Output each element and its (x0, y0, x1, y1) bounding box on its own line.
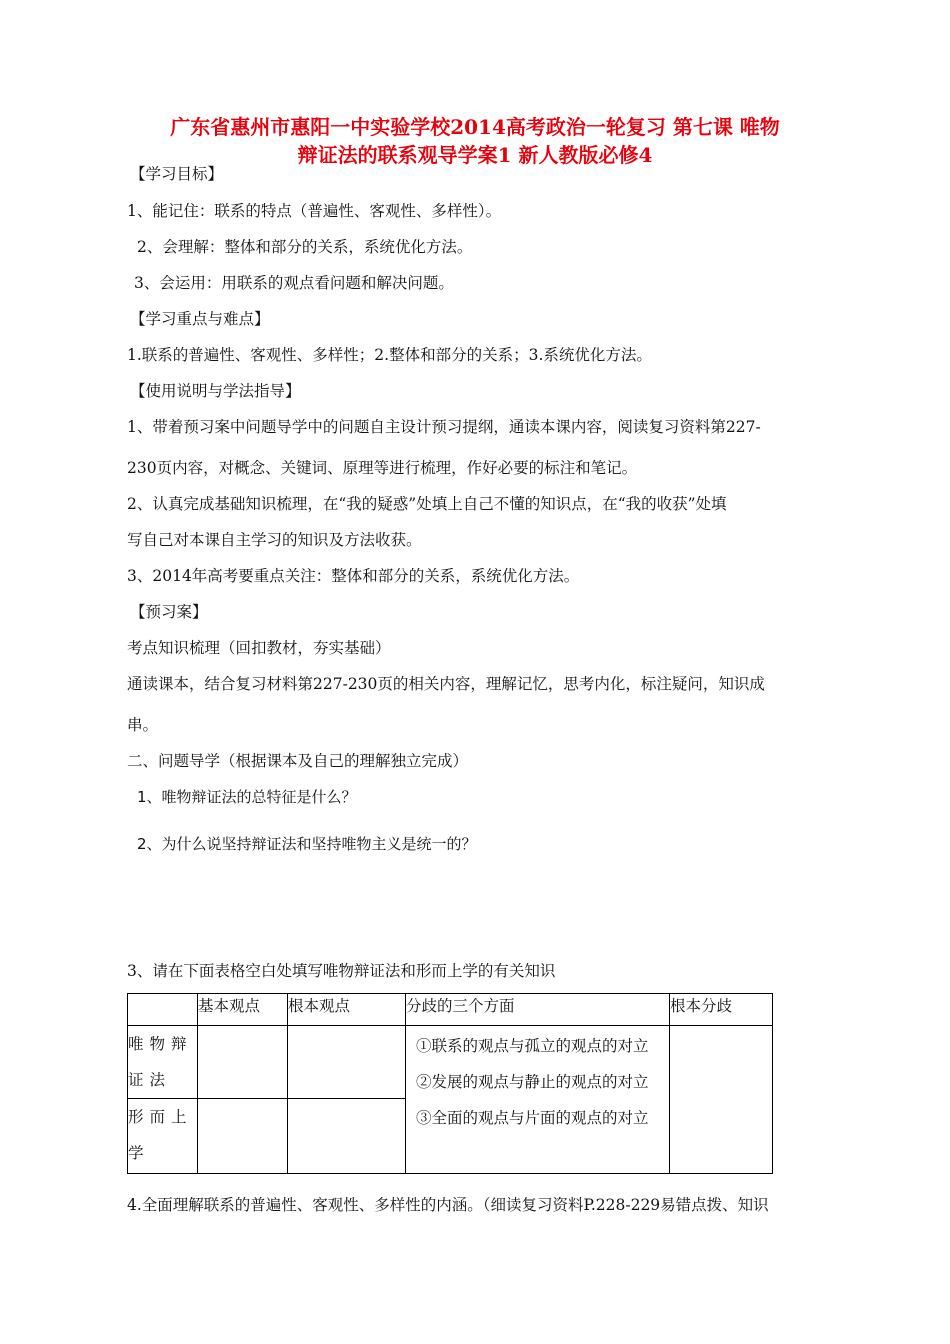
review-line-2: 串。 (127, 716, 159, 734)
goals-heading: 【学习目标】 (130, 165, 224, 183)
row-label-dialectics: 唯物辩证法 (128, 1026, 198, 1099)
table-header-fundamental-view: 根本观点 (288, 994, 406, 1026)
preview-heading: 【预习案】 (130, 603, 208, 621)
table-header-row (128, 994, 773, 1026)
goal-2: 2、会理解：整体和部分的关系，系统优化方法。 (137, 238, 473, 256)
goal-1: 1、能记住：联系的特点（普遍性、客观性、多样性）。 (127, 202, 502, 220)
review-line-1: 通读课本，结合复习材料第227-230页的相关内容，理解记忆，思考内化，标注疑问，知识成 (127, 675, 765, 693)
review-heading: 考点知识梳理（回扣教材，夯实基础） (127, 639, 391, 657)
question-2: 2、为什么说坚持辩证法和坚持唯物主义是统一的？ (137, 835, 477, 853)
table-header-fundamental-divergence: 根本分歧 (670, 994, 773, 1026)
usage-heading: 【使用说明与学法指导】 (130, 382, 301, 400)
guide-heading: 二、问题导学（根据课本及自己的理解独立完成） (127, 752, 469, 770)
question-3: 3、请在下面表格空白处填写唯物辩证法和形而上学的有关知识 (127, 962, 556, 980)
comparison-table (127, 993, 773, 1174)
divergence-item-2: ②发展的观点与静止的观点的对立 (416, 1073, 649, 1091)
usage-1-line-2: 230页内容，对概念、关键词、原理等进行梳理，作好必要的标注和笔记。 (127, 459, 638, 477)
divergence-item-1: ①联系的观点与孤立的观点的对立 (416, 1037, 649, 1055)
usage-3: 3、2014年高考要重点关注：整体和部分的关系，系统优化方法。 (127, 567, 580, 585)
goal-3: 3、会运用：用联系的观点看问题和解决问题。 (134, 274, 454, 292)
usage-2-line-2: 写自己对本课自主学习的知识及方法收获。 (127, 531, 422, 549)
table-header-three-aspects: 分歧的三个方面 (406, 994, 670, 1026)
table-header-blank (128, 994, 198, 1026)
cell-dialectics-basic[interactable] (198, 1026, 288, 1099)
usage-1-line-1: 1、带着预习案中问题导学中的问题自主设计预习提纲，通读本课内容，阅读复习资料第227- (127, 418, 761, 436)
table-header-basic-view: 基本观点 (198, 994, 288, 1026)
row-label-metaphysics: 形而上学 (128, 1099, 198, 1174)
divergence-item-3: ③全面的观点与片面的观点的对立 (416, 1109, 649, 1127)
document-title-line-2: 辩证法的联系观导学案1 新人教版必修4 (297, 143, 653, 167)
question-1: 1、唯物辩证法的总特征是什么？ (137, 788, 357, 806)
table-row-dialectics (128, 1026, 773, 1099)
question-4: 4.全面理解联系的普遍性、客观性、多样性的内涵。（细读复习资料P.228-229易错点拨、知识 (127, 1196, 769, 1214)
key-points-text: 1.联系的普遍性、客观性、多样性；2.整体和部分的关系；3.系统优化方法。 (127, 346, 652, 364)
usage-2-line-1: 2、认真完成基础知识梳理，在“我的疑惑”处填上自己不懂的知识点，在“我的收获”处填 (127, 495, 727, 513)
cell-dialectics-fundamental[interactable] (288, 1026, 406, 1099)
cell-metaphysics-fundamental[interactable] (288, 1099, 406, 1174)
key-points-heading: 【学习重点与难点】 (130, 310, 270, 328)
cell-fundamental-divergence[interactable] (670, 1026, 773, 1174)
cell-metaphysics-basic[interactable] (198, 1099, 288, 1174)
document-title-line-1: 广东省惠州市惠阳一中实验学校2014高考政治一轮复习 第七课 唯物 (170, 115, 780, 139)
cell-divergence-aspects (406, 1026, 670, 1174)
